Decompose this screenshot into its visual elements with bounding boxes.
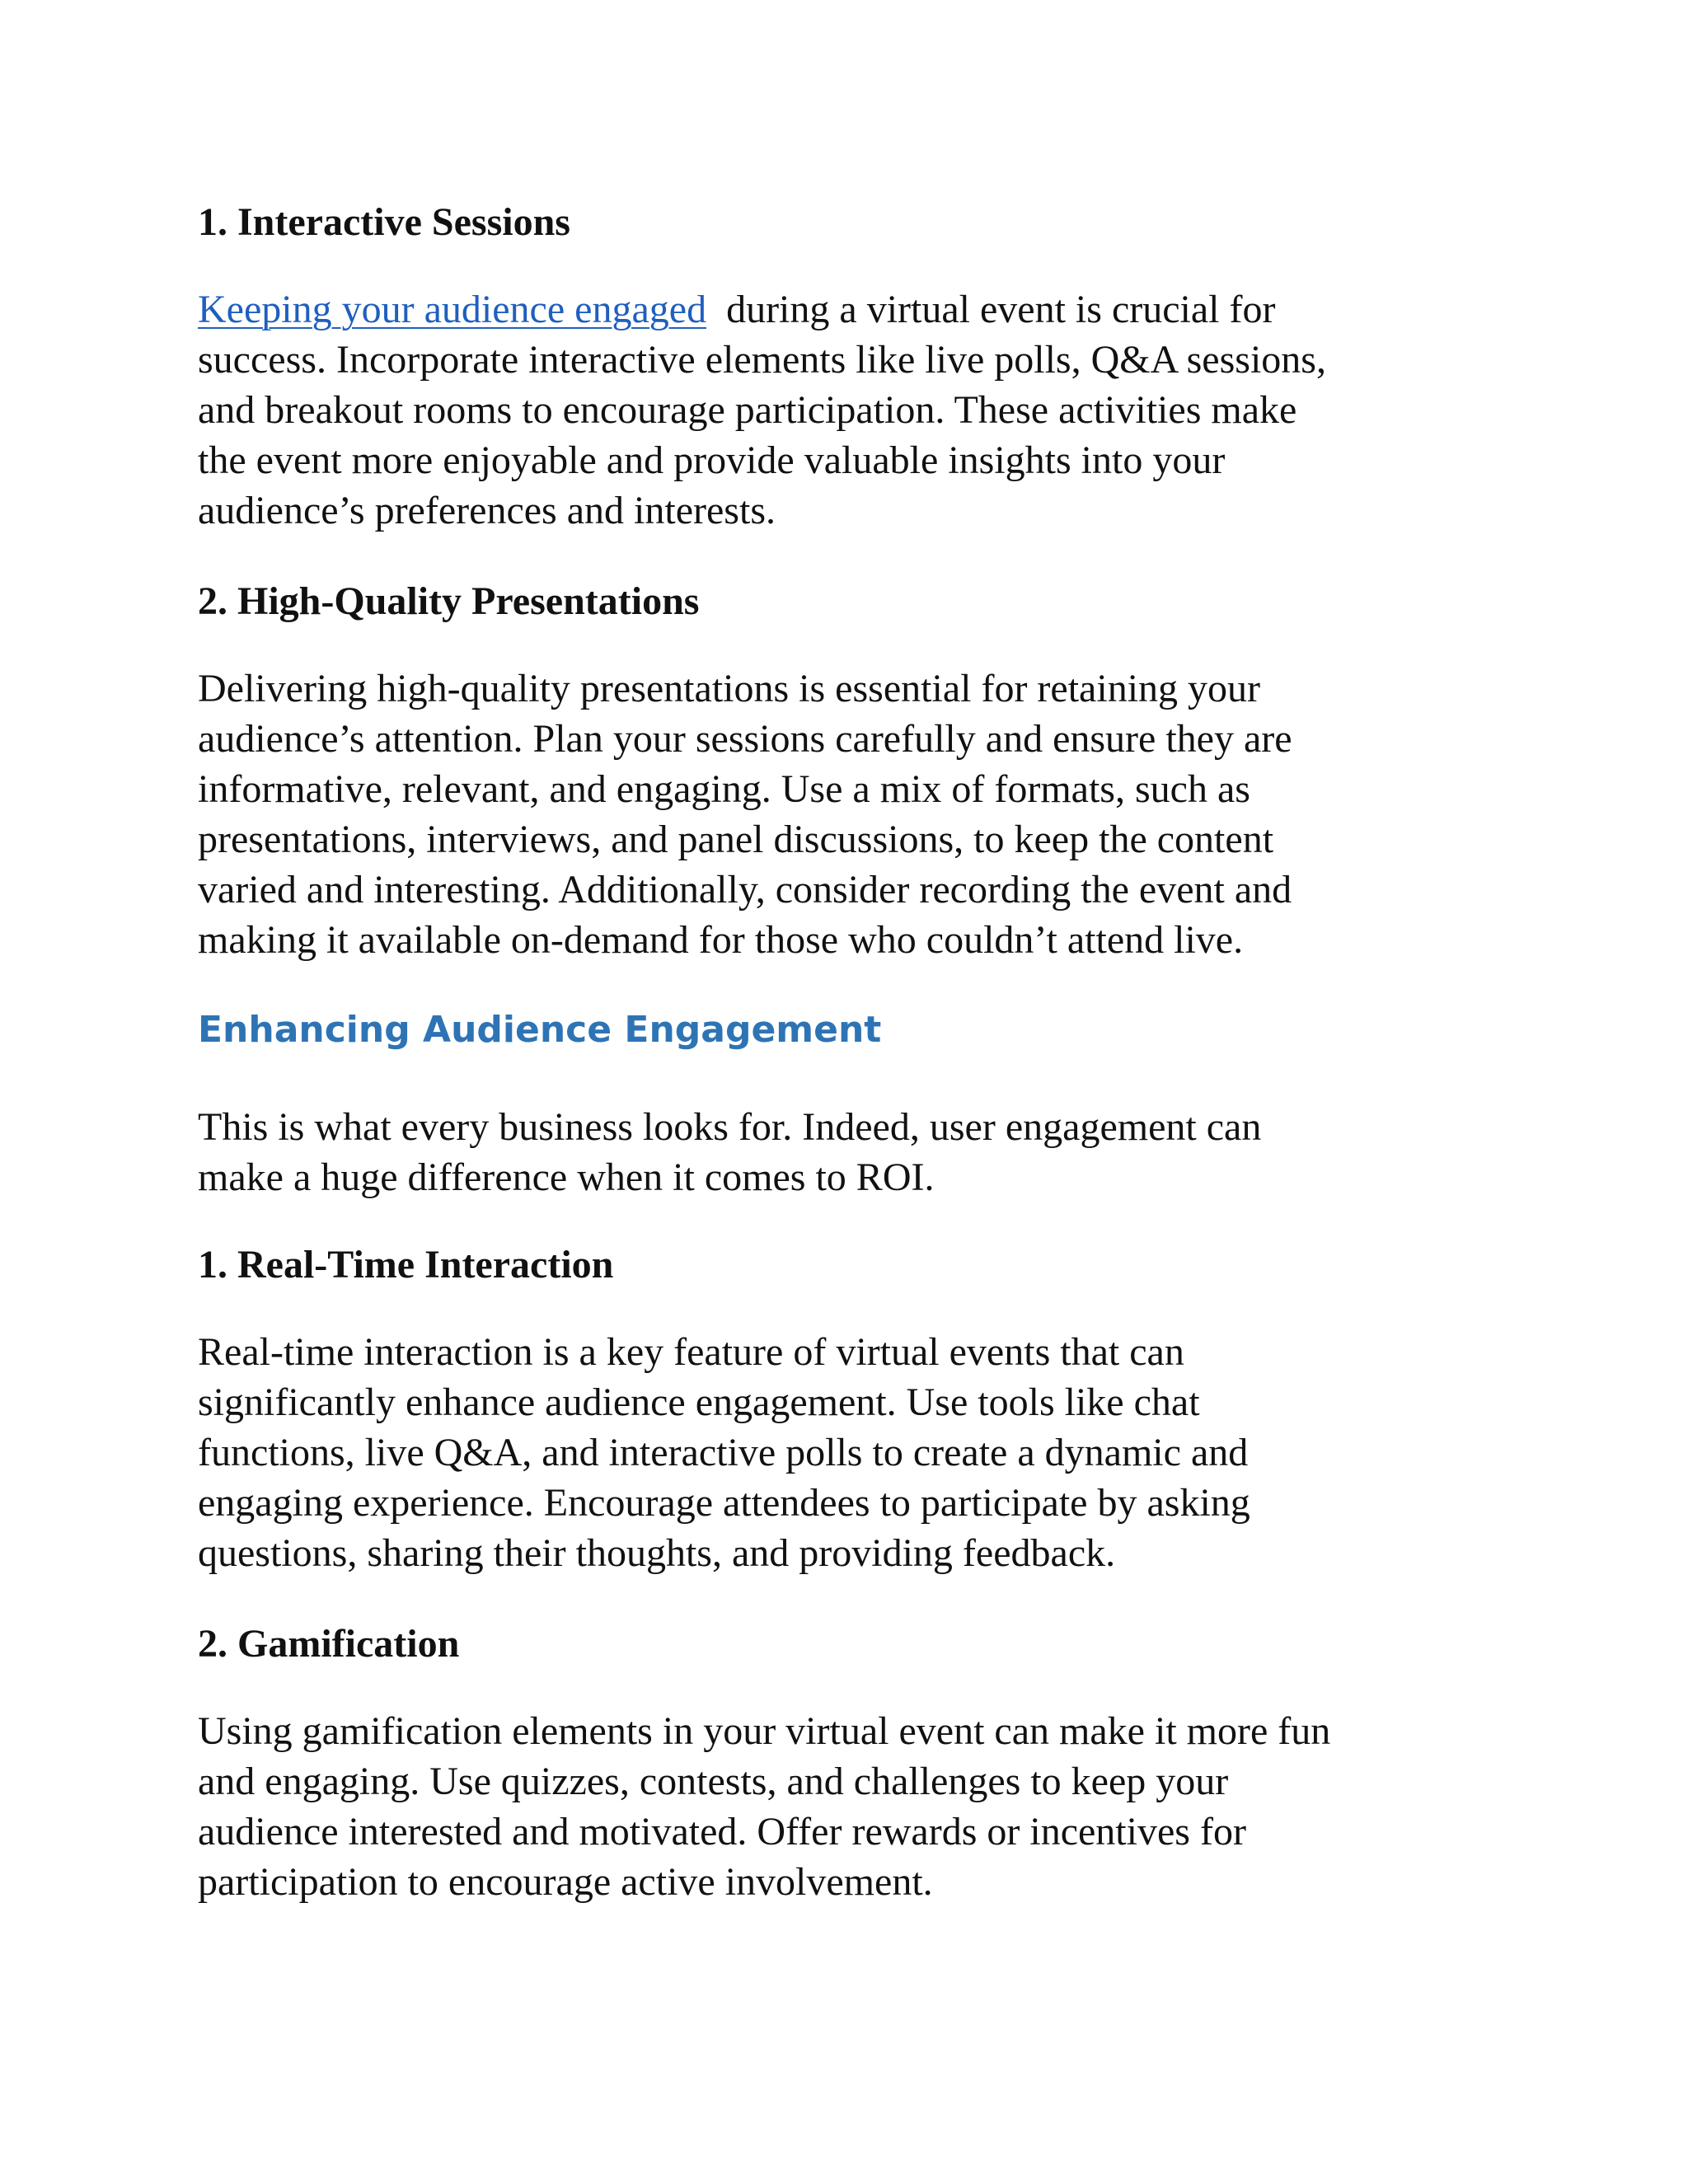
paragraph-line: significantly enhance audience engagement. Use tools like chat	[198, 1380, 1200, 1424]
paragraph-line: engaging experience. Encourage attendees to participate by asking	[198, 1481, 1250, 1525]
paragraph-line: participation to encourage active involvement.	[198, 1860, 933, 1904]
paragraph-line: functions, live Q&A, and interactive polls to create a dynamic and	[198, 1431, 1249, 1474]
paragraph-line: audience’s preferences and interests.	[198, 489, 776, 532]
paragraph-line: informative, relevant, and engaging. Use a mix of formats, such as	[198, 767, 1250, 811]
heading-gamification: 2. Gamification	[198, 1622, 460, 1666]
paragraph-line: presentations, interviews, and panel discussions, to keep the content	[198, 818, 1274, 861]
paragraph-line: making it available on-demand for those who couldn’t attend live.	[198, 918, 1244, 962]
heading-real-time-interaction: 1. Real-Time Interaction	[198, 1243, 614, 1286]
subheading-enhancing-audience-engagement: Enhancing Audience Engagement	[198, 1009, 882, 1051]
paragraph-line: the event more enjoyable and provide valuable insights into your	[198, 438, 1226, 482]
heading-high-quality-presentations: 2. High-Quality Presentations	[198, 579, 700, 623]
paragraph-line: audience interested and motivated. Offer rewards or incentives for	[198, 1810, 1246, 1854]
paragraph-line: success. Incorporate interactive elements like live polls, Q&A sessions,	[198, 338, 1326, 382]
paragraph-high-quality-presentations	[198, 663, 1292, 965]
paragraph-line: varied and interesting. Additionally, consider recording the event and	[198, 868, 1292, 912]
paragraph-line-text: during a virtual event is crucial for	[706, 288, 1276, 331]
paragraph-line: This is what every business looks for. Indeed, user engagement can	[198, 1105, 1262, 1149]
link-keeping-audience-engaged[interactable]: Keeping your audience engaged	[198, 288, 707, 331]
paragraph-gamification	[198, 1706, 1330, 1907]
paragraph-line: Delivering high-quality presentations is essential for retaining your	[198, 667, 1261, 710]
paragraph-line: make a huge difference when it comes to ROI.	[198, 1155, 935, 1199]
paragraph-line: questions, sharing their thoughts, and providing feedback.	[198, 1531, 1116, 1575]
paragraph-line: and breakout rooms to encourage participation. These activities make	[198, 388, 1297, 432]
paragraph-line: audience’s attention. Plan your sessions carefully and ensure they are	[198, 717, 1292, 761]
paragraph-engagement-intro	[198, 1102, 1261, 1202]
paragraph-interactive-sessions	[198, 284, 1326, 536]
paragraph-real-time-interaction	[198, 1327, 1250, 1578]
paragraph-line: Using gamification elements in your virtual event can make it more fun	[198, 1709, 1331, 1753]
heading-interactive-sessions: 1. Interactive Sessions	[198, 200, 570, 244]
paragraph-line: and engaging. Use quizzes, contests, and challenges to keep your	[198, 1760, 1229, 1803]
paragraph-line	[198, 284, 1326, 335]
paragraph-line: Real-time interaction is a key feature of virtual events that can	[198, 1330, 1184, 1374]
